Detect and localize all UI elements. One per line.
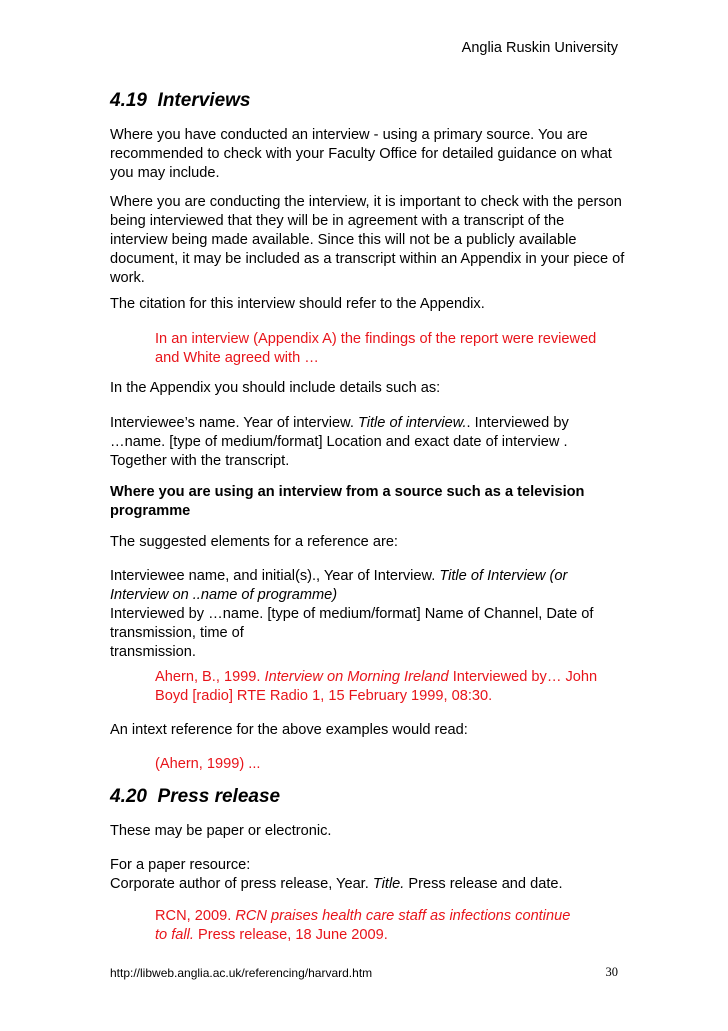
page-header: Anglia Ruskin University [461,40,618,56]
footer-url: http://libweb.anglia.ac.uk/referencing/harvard.htm [110,966,373,980]
reference-format-television: Interviewee name, and initial(s)., Year of Interview. Title of Interview (or Interview on ..name of programme) Interviewed by …name. [type of medium/format] Name of Channel, Date of transmission, time of transmission. [110,568,594,660]
format-title: Title of Interview (or [439,568,568,584]
example-rcn-press-release: RCN, 2009. RCN praises health care staff as infections continue to fall. Press release, 18 June 2009. [155,908,571,943]
example-appendix-citation [155,330,625,368]
example-title: Interview on Morning Ireland [264,669,449,685]
reference-format-appendix: Interviewee’s name. Year of interview. Title of interview.. Interviewed by …name. [type of medium/format] Location and exact date of interview . Together with the transcript. [110,415,569,469]
example-line: and White agreed with … [155,350,319,366]
section-number: 4.20 [110,786,147,807]
section-title: Press release [157,786,281,807]
paragraph-suggested-elements: The suggested elements for a reference are: [110,534,398,550]
example-ahern-reference: Ahern, B., 1999. Interview on Morning Ireland Interviewed by… John Boyd [radio] RTE Radio 1, 15 February 1999, 08:30. [155,669,598,704]
reference-format-press-release: For a paper resource: Corporate author of press release, Year. Title. Press release and date. [110,857,563,892]
section-title: Interviews [157,90,251,111]
example-title: to fall. [155,927,194,943]
paragraph-primary-source: Where you have conducted an interview - using a primary source. You are recommended to check with your Faculty Office for detailed guidance on what you may include. [110,127,612,181]
paragraph-intext-reference: An intext reference for the above examples would read: [110,722,468,738]
paragraph-appendix-details: In the Appendix you should include details such as: [110,380,441,396]
example-title: RCN praises health care staff as infections continue [235,908,571,924]
example-intext-citation: (Ahern, 1999) ... [155,756,261,772]
format-title: Title of interview. [357,415,467,431]
format-title: Interview on ..name of programme) [110,587,338,603]
example-line: In an interview (Appendix A) the findings of the report were reviewed [155,331,597,347]
paragraph-transcript: Where you are conducting the interview, it is important to check with the person being interviewed that they will be in agreement with a transcript of the interview being made available. Since this will not be a publicly available document, it may be included as a transcript within an Appendix in your piece of work. [110,194,625,286]
paragraph-citation-appendix: The citation for this interview should refer to the Appendix. [110,296,485,312]
section-heading-interviews [110,90,250,112]
bold-subheading-television: Where you are using an interview from a source such as a television programme [110,484,585,519]
paragraph-paper-or-electronic: These may be paper or electronic. [110,823,332,839]
format-title: Title. [372,876,405,892]
section-heading-press-release [110,786,280,808]
section-number: 4.19 [110,90,147,111]
page-number: 30 [605,965,618,979]
